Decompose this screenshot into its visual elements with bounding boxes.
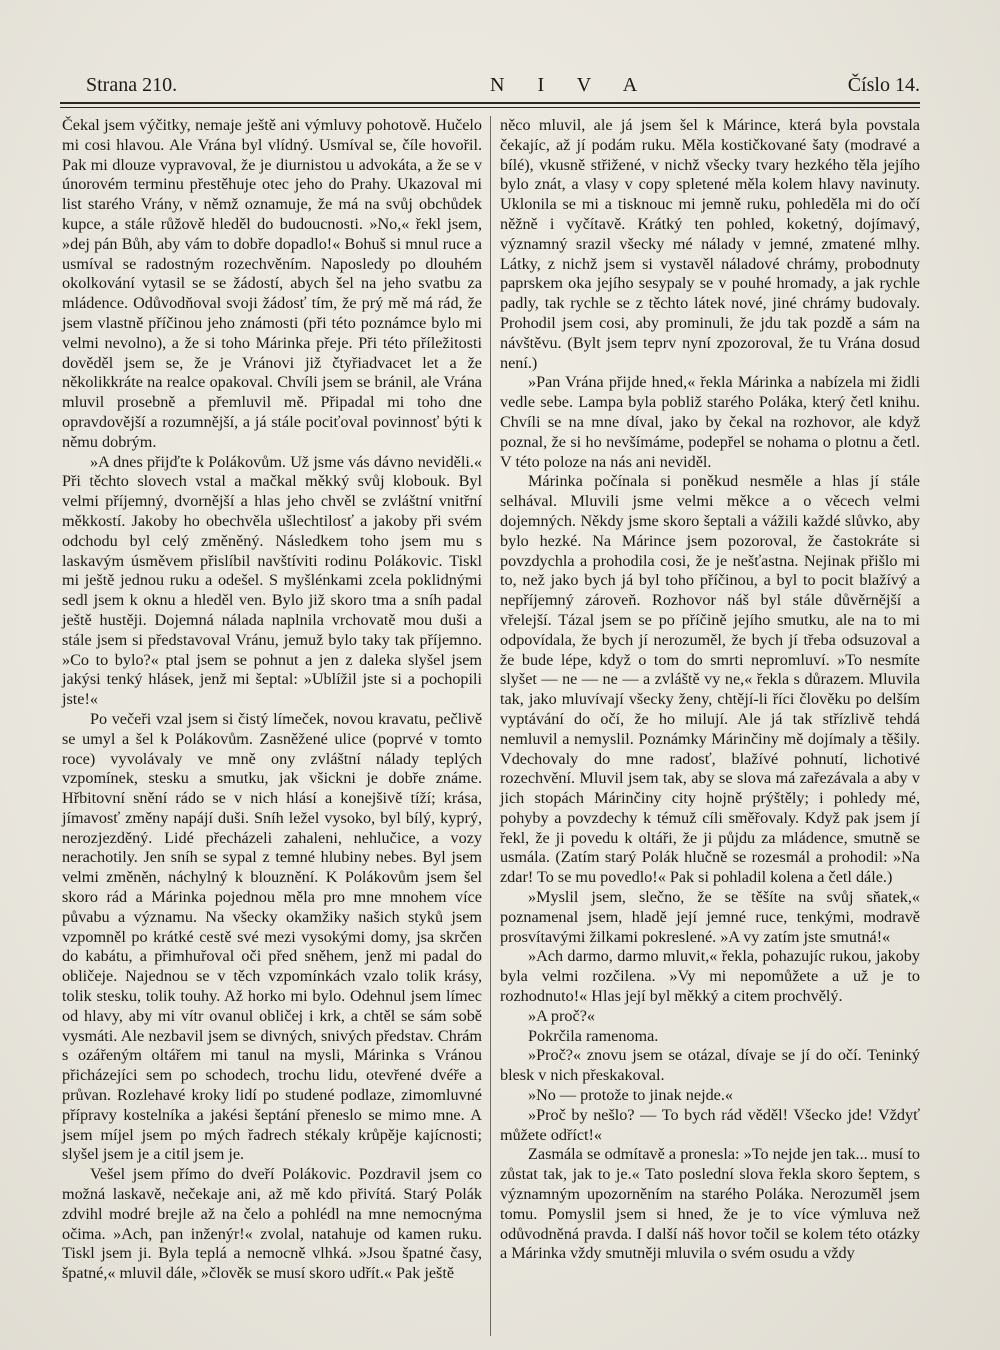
issue-number: Číslo 14. bbox=[847, 74, 920, 96]
header-rule-thin bbox=[60, 107, 920, 108]
paragraph: »No — protože to jinak nejde.« bbox=[528, 1086, 733, 1105]
page-header bbox=[60, 74, 920, 104]
column-divider bbox=[490, 116, 491, 1336]
right-column bbox=[500, 116, 920, 1264]
paragraph: Márinka počínala si poněkud nesměle a hlas jí stále selhával. Mluvili jsme velmi měkce a o věcech velmi dojemných. Někdy jsme skoro šeptali a vážili každé slůvko, aby bylo hezké. Na Márince jsem pozoroval, že častokráte si povzdychla a prohodila cosi, že je nešťastna. Nejinak přišlo mi to, než jako bych já byl toho příčinou, a byl to pocit blažívý a nepříjemný zároveň. Rozhovor náš byl stále důvěrnější a vřelejší. Tázal jsem se po příčině jejího smutku, ale na to mi odpovídala, že bych jí nerozuměl, že bych jí třeba odsuzoval a že bude lépe, když o tom do smrti nepromluví. »To nesmíte slyšet — ne — ne — a zvláště vy ne,« řekla s důrazem. Mluvila tak, jako mluvívají všecky ženy, chtějí-li říci člověku po delším vyptávání do očí, že ho milují. Ale já tak střízlivě tehdá nemluvil a nemyslil. Poznámky Márinčiny mě dojímaly a těšily. Vdechovaly do mne radosť, blažívé pohnutí, lichotivé rozechvění. Mluvil jsem tak, aby se slova má zařezávala a aby v jich stopách Márinčiny city hojně prýštěly; i pohledy mé, pohyby a povzdechy k témuž cíli směřovaly. Když pak jsem jí řekl, že ji povedu k oltáři, že ji půjdu za mládence, smutně se usmála. (Zatím starý Polák hlučně se rozesmál a prohodil: »Na zdar! To se mu povedlo!« Pak si pohladil kolena a četl dále.) bbox=[500, 472, 920, 887]
paragraph: »Ach darmo, darmo mluvit,« řekla, pohazujíc rukou, jakoby byla velmi rozčilena. »Vy mi nepomůžete a už je to rozhodnuto!« Hlas její byl měkký a citem prochvělý. bbox=[500, 947, 920, 1006]
left-column bbox=[62, 116, 482, 1284]
journal-title: N I V A bbox=[490, 74, 652, 96]
paragraph: Po večeři vzal jsem si čistý límeček, novou kravatu, pečlivě se umyl a šel k Polákovům. Zasněžené ulice (poprvé v tomto roce) vyvolávaly ve mně ony zvláštní nálady teplých vzpomínek, stesku a smutku, jak všickni je dobře známe. Hřbitovní snění rádo se v nich hlásí a konejšivě tíží; krása, jímavosť změny napájí duši. Sníh ležel vysoko, byl bílý, kyprý, nerozjezděný. Lidé přecházeli zahaleni, nehlučice, a vozy nerachotily. Jen sníh se sypal z temné hlubiny nebes. Byl jsem velmi změněn, náchylný k blouznění. K Polákovům jsem šel skoro rád a Márinka pojednou měla pro mne mnohem více půvabu a významu. Na všecky okamžiky našich styků jsem vzpomněl po krátké cestě své mezi vysokými domy, jsa skrčen do kabátu, a přimhuřoval oči před sněhem, jenž mi padal do obličeje. Najednou se v těch vzpomínkách vzalo tolik krásy, tolik stesku, tolik touhy. Až horko mi bylo. Odehnul jsem límec od hlavy, aby mi vítr ovanul obličej i krk, a chtěl se sám sobě vysmáti. Ale nezbavil jsem se divných, snivých představ. Chrám s ozářeným oltářem mi tanul na mysli, Márinka s Vránou přicházejíci sem po schodech, trochu lidu, otevřené dvéře a průvan. Rozlehavé kroky lidí po studené podlaze, zimomluvné přípravy kostelníka a jakési šeptání přeneslo se mimo mne. A jsem míjel jsem po mých řadrech stékaly krůpěje kajícnosti; slyšel jsem je a citil jsem je. bbox=[62, 709, 482, 1164]
paragraph: »A proč?« bbox=[528, 1006, 595, 1025]
paragraph: něco mluvil, ale já jsem šel k Márince, která byla povstala čekajíc, až jí podám ruku. Měla kostičkované šaty (modravé a bílé), vkusně střižené, v nichž všecky tvary hezkého těla jejího bylo znát, a vlasy v copy spletené měla kolem hlavy navinuty. Uklonila se mi a tisknouc mi jemně ruku, pohleděla mi do očí něžně i vyčítavě. Krátký ten pohled, koketný, dojímavý, významný srazil všecky mé nálady v jemné, zmatené mlhy. Látky, z nichž jsem si vystavěl náladové chrámy, probodnuty paprskem oka jejího sesypaly se v pouhé hromady, a jak rychle padly, tak rychle se z těchto látek nové, jiné chrámy budovaly. Prohodil jsem cosi, aby prominuli, že jdu tak pozdě a sám na návštěvu. (Bylt jsem teprv nyní zpozoroval, že tu Vrána dosud není.) bbox=[500, 116, 920, 372]
paragraph: »Proč?« znovu jsem se otázal, dívaje se jí do očí. Teninký blesk v nich přeskakoval. bbox=[500, 1046, 920, 1085]
paragraph: Čekal jsem výčitky, nemaje ještě ani výmluvy pohotově. Hučelo mi cosi hlavou. Ale Vrána byl vlídný. Usmíval se, číle hovořil. Pak mi dlouze vypravoval, že je diurnistou u advokáta, a že se v únorovém terminu přestěhuje otec jeho do Prahy. Ukazoval mi list starého Vrány, v němž oznamuje, že má na svůj obchůdek kupce, a stále růžově hleděl do budoucnosti. »No,« řekl jsem, »dej pán Bůh, aby vám to dobře dopadlo!« Bohuš si mnul ruce a usmíval se radostným rozechvěním. Naposledy po dlouhém okolkování vytasil se se žádostí, abych šel na jeho svatbu za mládence. Odůvodňoval svoji žádosť tím, že prý mě má rád, že jsem vlastně příčinou jeho známosti (při této poznámce bylo mi velmi nevolno), a že si toho Márinka přeje. Při této příležitosti dověděl jsem se, že je Vránovi již čtyřiadvacet let a že několikkráte na realce opakoval. Chvíli jsem se bránil, ale Vrána mluvil prosebně a přemluvil mě. Připadal mi toho dne opravdovější a rozumnější, a já stále pociťoval povinnosť býti k němu dobrým. bbox=[62, 116, 482, 451]
paragraph: »Myslil jsem, slečno, že se těšíte na svůj sňatek,« poznamenal jsem, hladě její jemné ruce, tenkými, modravě prosvítavými žilkami pokreslené. »A vy zatím jste smutná!« bbox=[500, 888, 920, 946]
paragraph: Zasmála se odmítavě a pronesla: »To nejde jen tak... musí to zůstat tak, jak to je.« Tato poslední slova řekla skoro šeptem, s významným upozorněním na starého Poláka. Nerozuměl jsem tomu. Pomyslil jsem si hned, že je to více výmluva než odůvodněná pravda. I další náš hovor točil se kolem této otázky a Márinka vždy smutněji mluvila o svém osudu a vždy bbox=[500, 1145, 920, 1263]
header-rule bbox=[60, 102, 920, 104]
paragraph: »Proč by nešlo? — To bych rád věděl! Všecko jde! Vždyť můžete odříct!« bbox=[500, 1105, 920, 1144]
paragraph: Pokrčila ramenoma. bbox=[528, 1026, 659, 1045]
paragraph: »A dnes přijďte k Polákovům. Už jsme vás dávno neviděli.« Při těchto slovech vstal a mačkal měkký svůj klobouk. Byl velmi příjemný, dvornější a hlas jeho chvěl se zvláštní vnitřní měkkostí. Jakoby ho obechvěla ušlechtilosť a jakoby při svém odchodu byl celý změněný. Následkem toho jsem mu s laskavým úsměvem přislíbil navštíviti rodinu Polákovic. Tiskl mi ještě jednou ruku a odešel. S myšlénkami zcela poklidnými sedl jsem k oknu a hleděl ven. Bylo již skoro tma a sníh padal ještě hustěji. Dojemná nálada naplnila vrchovatě mou duši a stále jsem si představoval Vránu, jemuž bylo taky tak příjemno. »Co to bylo?« ptal jsem se pohnut a jen z daleka slyšel jsem jakýsi tenký hlásek, jenž mi šeptal: »Ublížil jste si a pochopili jste!« bbox=[62, 452, 482, 709]
page-number: Strana 210. bbox=[86, 74, 178, 96]
paragraph: Vešel jsem přímo do dveří Polákovic. Pozdravil jsem co možná laskavě, nečekaje ani, až mě kdo přivítá. Starý Polák zdvihl modré brejle až na čelo a pohlédl na mne nemocnýma očima. »Ach, pan inženýr!« zvolal, natahuje od kamen ruku. Tiskl jsem ji. Byla teplá a nemocně vlhká. »Jsou špatné časy, špatné,« mluvil dále, »člověk se musí skoro udřít.« Pak ještě bbox=[62, 1165, 482, 1283]
paragraph: »Pan Vrána přijde hned,« řekla Márinka a nabízela mi židli vedle sebe. Lampa byla pobliž starého Poláka, který četl knihu. Chvíli se na mne díval, jako by čekal na rozhovor, ale když poznal, že si ho nevšímáme, podepřel se nohama o plotnu a četl. V této poloze na nás ani neviděl. bbox=[500, 373, 920, 471]
